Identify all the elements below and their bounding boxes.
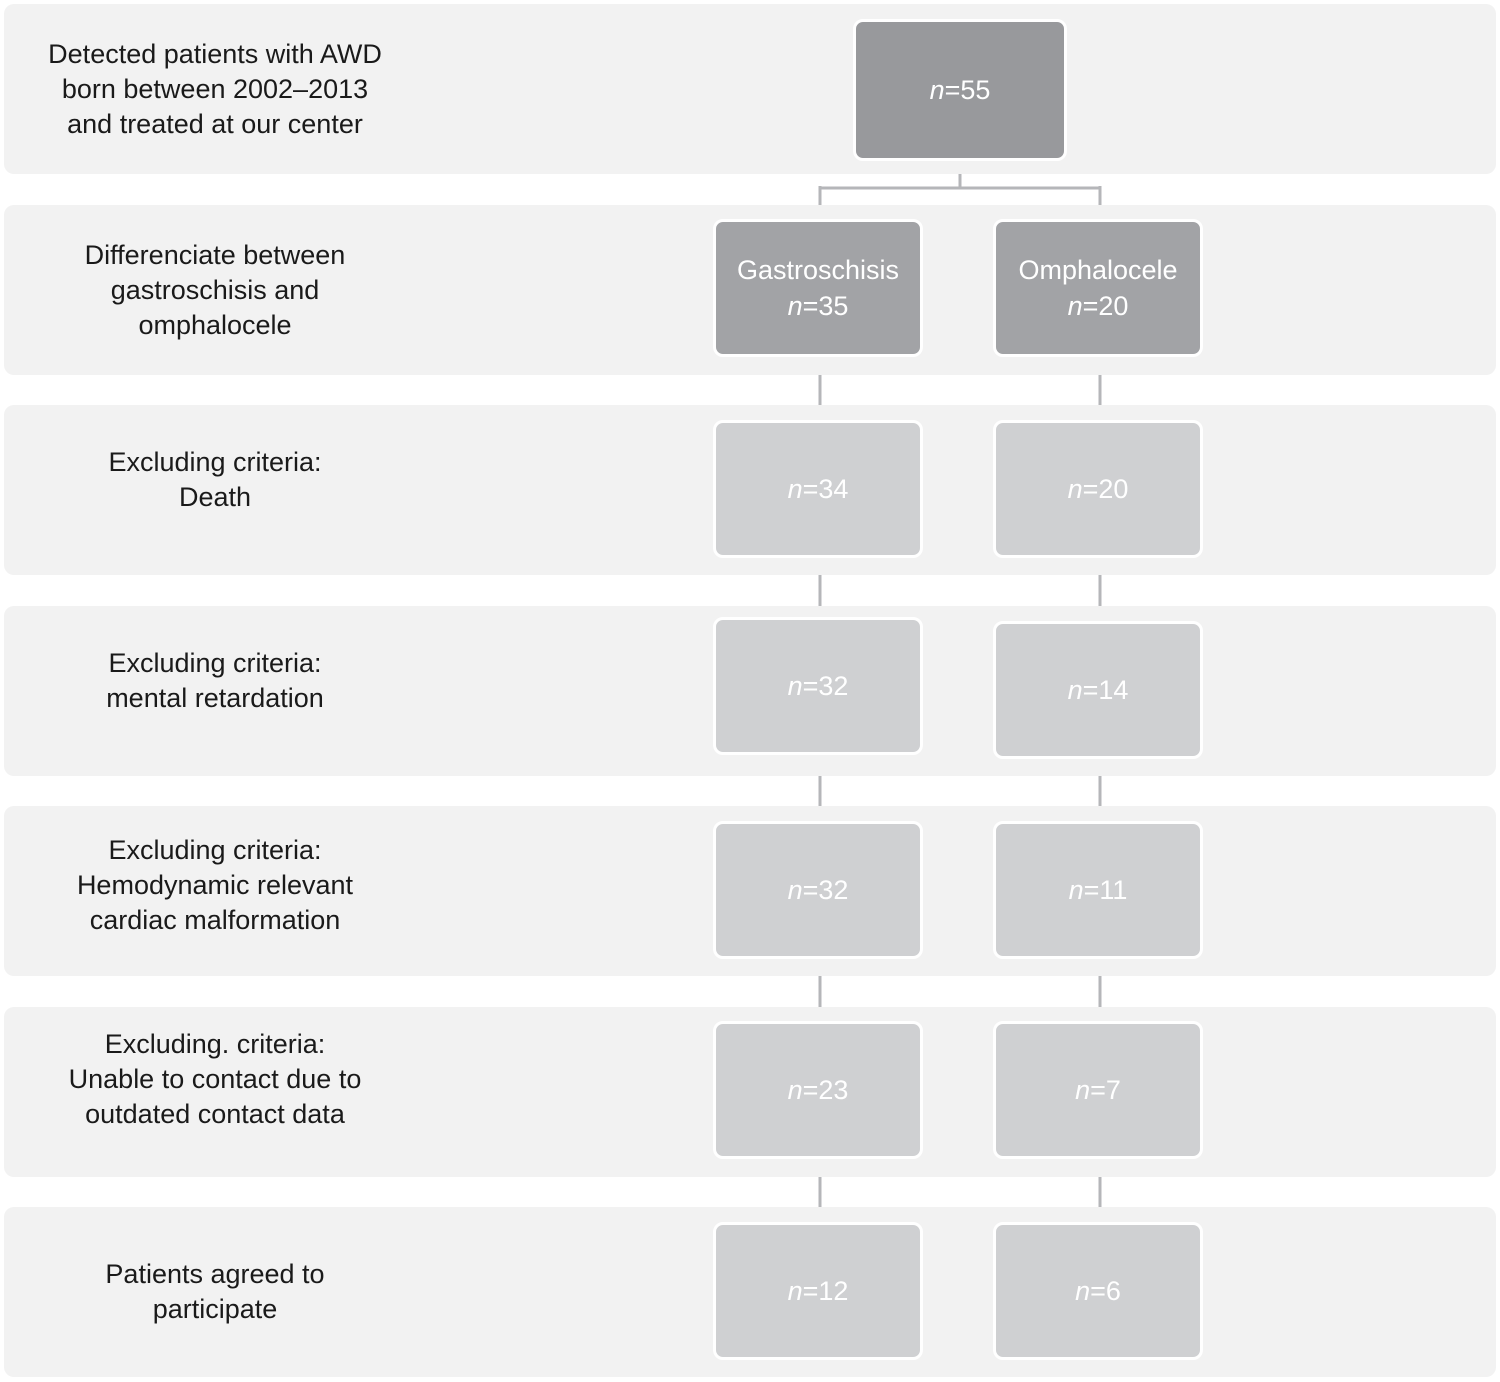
row-label-contact: Excluding. criteria: Unable to contact due to outdated contact data: [68, 1028, 362, 1129]
omphalocele-title: Omphalocele: [1018, 255, 1178, 285]
row-label-death: Excluding criteria: Death: [108, 447, 322, 512]
row-label-mental: Excluding criteria: mental retardation: [106, 648, 324, 713]
omphalocele-contact-count: n=7: [1075, 1075, 1121, 1105]
gastroschisis-death-count: n=34: [787, 474, 849, 504]
gastroschisis-title: Gastroschisis: [736, 255, 900, 285]
omphalocele-cardiac-count: n=11: [1068, 875, 1128, 905]
gastroschisis-mental-box: [713, 617, 923, 755]
gastroschisis-mental-count: n=32: [787, 671, 849, 701]
gastroschisis-cardiac-box: [713, 821, 923, 959]
row-label-cardiac: Excluding criteria: Hemodynamic relevant cardiac malformation: [76, 834, 354, 935]
gastroschisis-contact-box: [713, 1021, 923, 1159]
total-count: n=55: [929, 75, 991, 105]
omphalocele-death-count: n=20: [1067, 474, 1129, 504]
gastroschisis-participate-box: [713, 1222, 923, 1360]
gastroschisis-count: n=35: [787, 291, 849, 321]
omphalocele-group-box: [993, 219, 1203, 357]
gastroschisis-group-box: [713, 219, 923, 357]
omphalocele-mental-count: n=14: [1067, 675, 1129, 705]
omphalocele-mental-box: [993, 621, 1203, 759]
row-label-patients: Detected patients with AWD born between 2002–2013 and treated at our center: [48, 38, 382, 139]
row-label-participate: Patients agreed to participate: [105, 1259, 325, 1324]
omphalocele-cardiac-box: [993, 821, 1203, 959]
total-box: [853, 19, 1067, 161]
omphalocele-participate-box: [993, 1222, 1203, 1360]
omphalocele-participate-count: n=6: [1075, 1276, 1121, 1306]
omphalocele-death-box: [993, 420, 1203, 558]
gastroschisis-death-box: [713, 420, 923, 558]
gastroschisis-cardiac-count: n=32: [787, 875, 849, 905]
omphalocele-count: n=20: [1067, 291, 1129, 321]
row-label-differentiate: Differenciate between gastroschisis and omphalocele: [84, 239, 346, 340]
gastroschisis-participate-count: n=12: [787, 1276, 849, 1306]
gastroschisis-contact-count: n=23: [787, 1075, 849, 1105]
omphalocele-contact-box: [993, 1021, 1203, 1159]
